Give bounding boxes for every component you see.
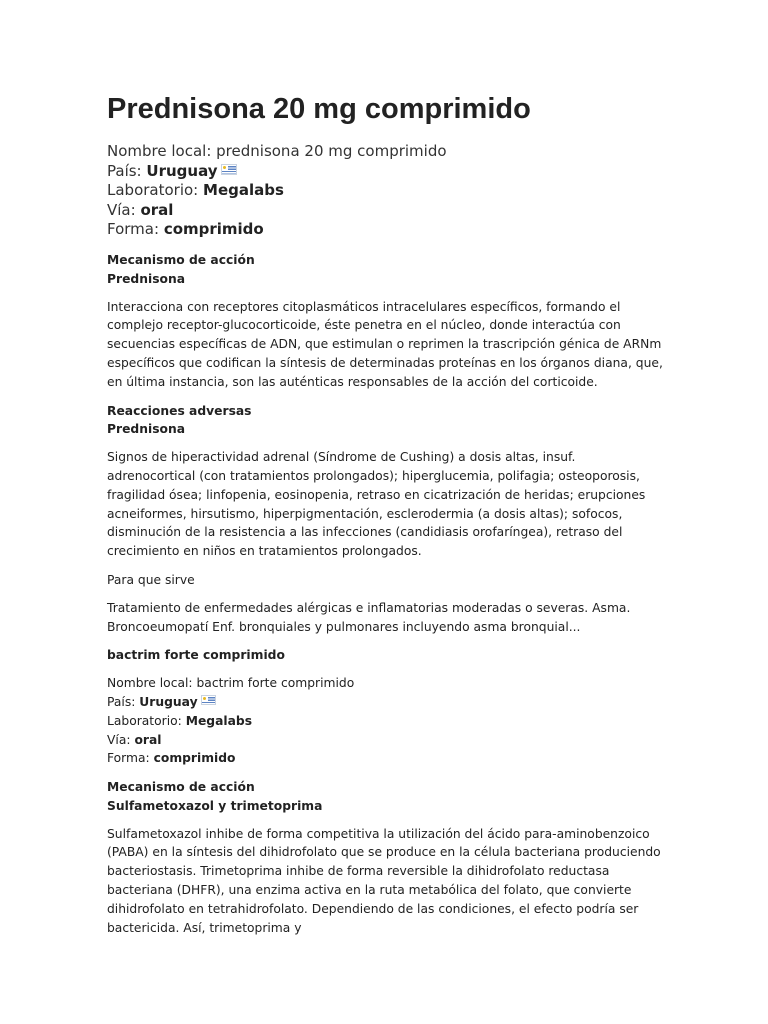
section-drug-name: Sulfametoxazol y trimetoprima [107,798,323,813]
laboratorio-label: Laboratorio: [107,181,199,200]
pais-value: Uruguay [146,161,218,180]
pais-label: País: [107,161,142,180]
product-meta-bactrim [107,674,663,768]
via-value: oral [134,732,162,747]
nombre-local-value: bactrim forte comprimido [196,676,355,691]
laboratorio-label: Laboratorio: [107,713,182,728]
uruguay-flag-icon [201,695,216,705]
via-row [107,201,663,221]
pais-label: País: [107,694,136,709]
section-heading: Mecanismo de acción [107,780,255,795]
forma-value: comprimido [153,751,236,766]
nombre-local-value: prednisona 20 mg comprimido [216,142,447,160]
forma-value: comprimido [163,220,264,239]
laboratorio-row [107,181,663,201]
mecanismo-heading [107,251,663,289]
bactrim-heading: bactrim forte comprimido [107,648,285,663]
uruguay-flag-icon [221,164,237,175]
laboratorio-value: Megalabs [203,181,284,200]
para-que-sirve-heading: Para que sirve [107,572,195,587]
laboratorio-row [107,712,663,731]
mecanismo-text: Interacciona con receptores citoplasmáticos intracelulares específicos, formando el complejo receptor-glucocorticoide, éste penetra en el núcleo, donde interactúa con secuencias específicas de ADN, que estimulan o reprimen la trascripción génica de ARNm específicos que codifican la síntesis de determinadas proteínas en los órganos diana, que, en última instancia, son las auténticas responsables de la acción del corticoide. [107,299,663,389]
reacciones-text: Signos de hiperactividad adrenal (Síndrome de Cushing) a dosis altas, insuf. adrenocortical (con tratamientos prolongados); hiperglucemia, polifagia; osteoporosis, fragilidad ósea; linfopenia, eosinopenia, retraso en cicatrización de heridas; erupciones acneiformes, hirsutismo, hiperpigmentación, esclerodermia (a dosis altas); sofocos, disminución de la resistencia a las infecciones (candidiasis orofaríngea), retraso del crecimiento en niños en tratamientos prolongados. [107,450,646,559]
nombre-local-label: Nombre local: [107,142,212,160]
pais-row [107,693,663,712]
forma-row [107,220,663,240]
section-heading: Mecanismo de acción [107,252,255,267]
para-que-sirve-text: Tratamiento de enfermedades alérgicas e inflamatorias moderadas o severas. Asma. Broncoeumopatí Enf. bronquiales y pulmonares incluyendo asma bronquial... [107,600,631,634]
reacciones-heading [107,402,663,440]
forma-row [107,749,663,768]
page-title: Prednisona 20 mg comprimido [107,93,531,125]
pais-row [107,162,663,182]
forma-label: Forma: [107,220,160,239]
pais-value: Uruguay [139,694,198,709]
via-label: Vía: [107,200,136,219]
section-drug-name: Prednisona [107,422,186,437]
via-label: Vía: [107,732,131,747]
nombre-local-row [107,142,663,162]
nombre-local-row [107,674,663,693]
via-row [107,731,663,750]
section-drug-name: Prednisona [107,271,186,286]
document-page [107,88,663,937]
product-meta-prednisona [107,142,663,240]
prednisona-content [107,251,663,938]
bactrim-mecanismo-heading [107,778,663,816]
via-value: oral [140,200,174,219]
nombre-local-label: Nombre local: [107,676,193,691]
bactrim-mecanismo-text: Sulfametoxazol inhibe de forma competitiva la utilización del ácido para-aminobenzoico (PABA) en la síntesis del dihidrofolato que se produce en la célula bacteriana produciendo bacteriostasis. Trimetoprima inhibe de forma reversible la dihidrofolato reductasa bacteriana (DHFR), una enzima activa en la ruta metabólica del folato, que convierte dihidrofolato en tetrahidrofolato. Dependiendo de las condiciones, el efecto podría ser bactericida. Así, trimetoprima y [107,826,661,935]
forma-label: Forma: [107,751,150,766]
laboratorio-value: Megalabs [185,713,253,728]
section-heading: Reacciones adversas [107,403,252,418]
